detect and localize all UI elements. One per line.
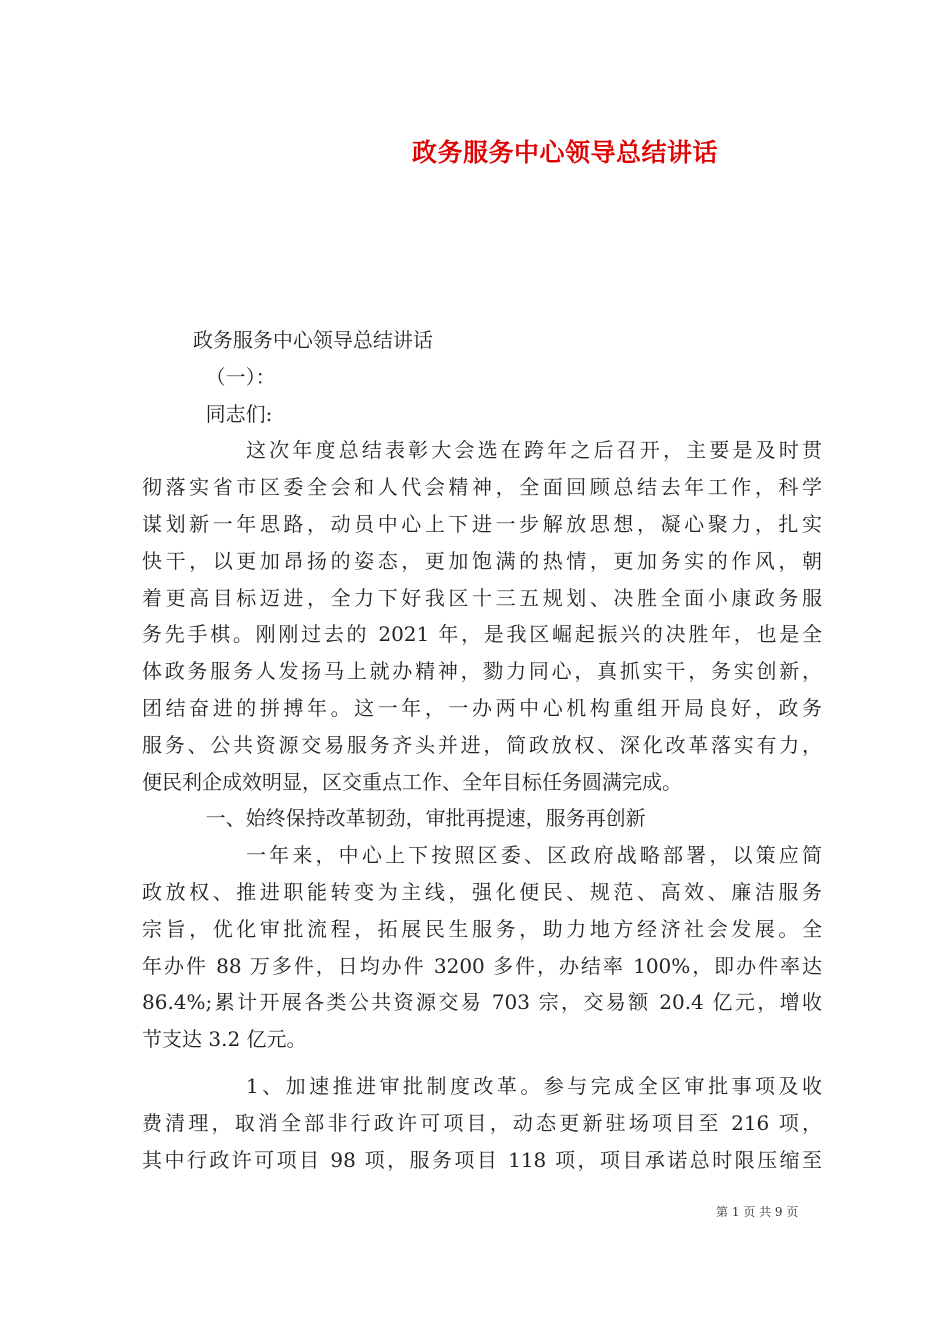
body-line: 体政务服务人发扬马上就办精神，勠力同心，真抓实干，务实创新， <box>142 659 822 684</box>
body-line: 一年来，中心上下按照区委、区政府战略部署，以策应简 <box>246 843 822 868</box>
body-line: 政务服务中心领导总结讲话 <box>142 328 433 352</box>
body-line: 政放权、推进职能转变为主线，强化便民、规范、高效、廉洁服务 <box>142 879 822 904</box>
document-body <box>142 322 822 1178</box>
body-line: 节支达 3.2 亿元。 <box>142 1027 307 1052</box>
body-line: 86.4%;累计开展各类公共资源交易 703 宗，交易额 20.4 亿元，增收 <box>142 990 822 1015</box>
body-line: 1、加速推进审批制度改革。参与完成全区审批事项及收 <box>246 1073 822 1098</box>
body-line: 快干，以更加昂扬的姿态，更加饱满的热情，更加务实的作风，朝 <box>142 548 822 573</box>
page-number: 第 1 页 共 9 页 <box>716 1205 799 1219</box>
document-title: 政务服务中心领导总结讲话 <box>411 138 718 167</box>
body-line: 年办件 88 万多件，日均办件 3200 多件，办结率 100%，即办件率达 <box>142 953 822 978</box>
body-line: 便民利企成效明显，区交重点工作、全年目标任务圆满完成。 <box>142 769 682 794</box>
body-line: 彻落实省市区委全会和人代会精神，全面回顾总结去年工作，科学 <box>142 475 822 500</box>
body-line: 团结奋进的拼搏年。这一年，一办两中心机构重组开局良好，政务 <box>142 695 822 720</box>
body-line: 其中行政许可项目 98 项，服务项目 118 项，项目承诺总时限压缩至 <box>142 1147 822 1172</box>
body-line: 一、始终保持改革韧劲，审批再提速，服务再创新 <box>142 806 646 831</box>
body-line: 服务、公共资源交易服务齐头并进，简政放权、深化改革落实有力， <box>142 732 822 757</box>
body-line: 这次年度总结表彰大会选在跨年之后召开，主要是及时贯 <box>246 438 822 463</box>
body-line: 着更高目标迈进，全力下好我区十三五规划、决胜全面小康政务服 <box>142 585 822 610</box>
body-line: 宗旨，优化审批流程，拓展民生服务，助力地方经济社会发展。全 <box>142 916 822 941</box>
body-line: 同志们: <box>142 401 273 426</box>
body-line: 务先手棋。刚刚过去的 2021 年，是我区崛起振兴的决胜年，也是全 <box>142 622 822 647</box>
body-line: 费清理，取消全部非行政许可项目，动态更新驻场项目至 216 项， <box>142 1110 822 1135</box>
body-line: （一）： <box>142 364 276 389</box>
body-line: 谋划新一年思路，动员中心上下进一步解放思想，凝心聚力，扎实 <box>142 511 822 536</box>
